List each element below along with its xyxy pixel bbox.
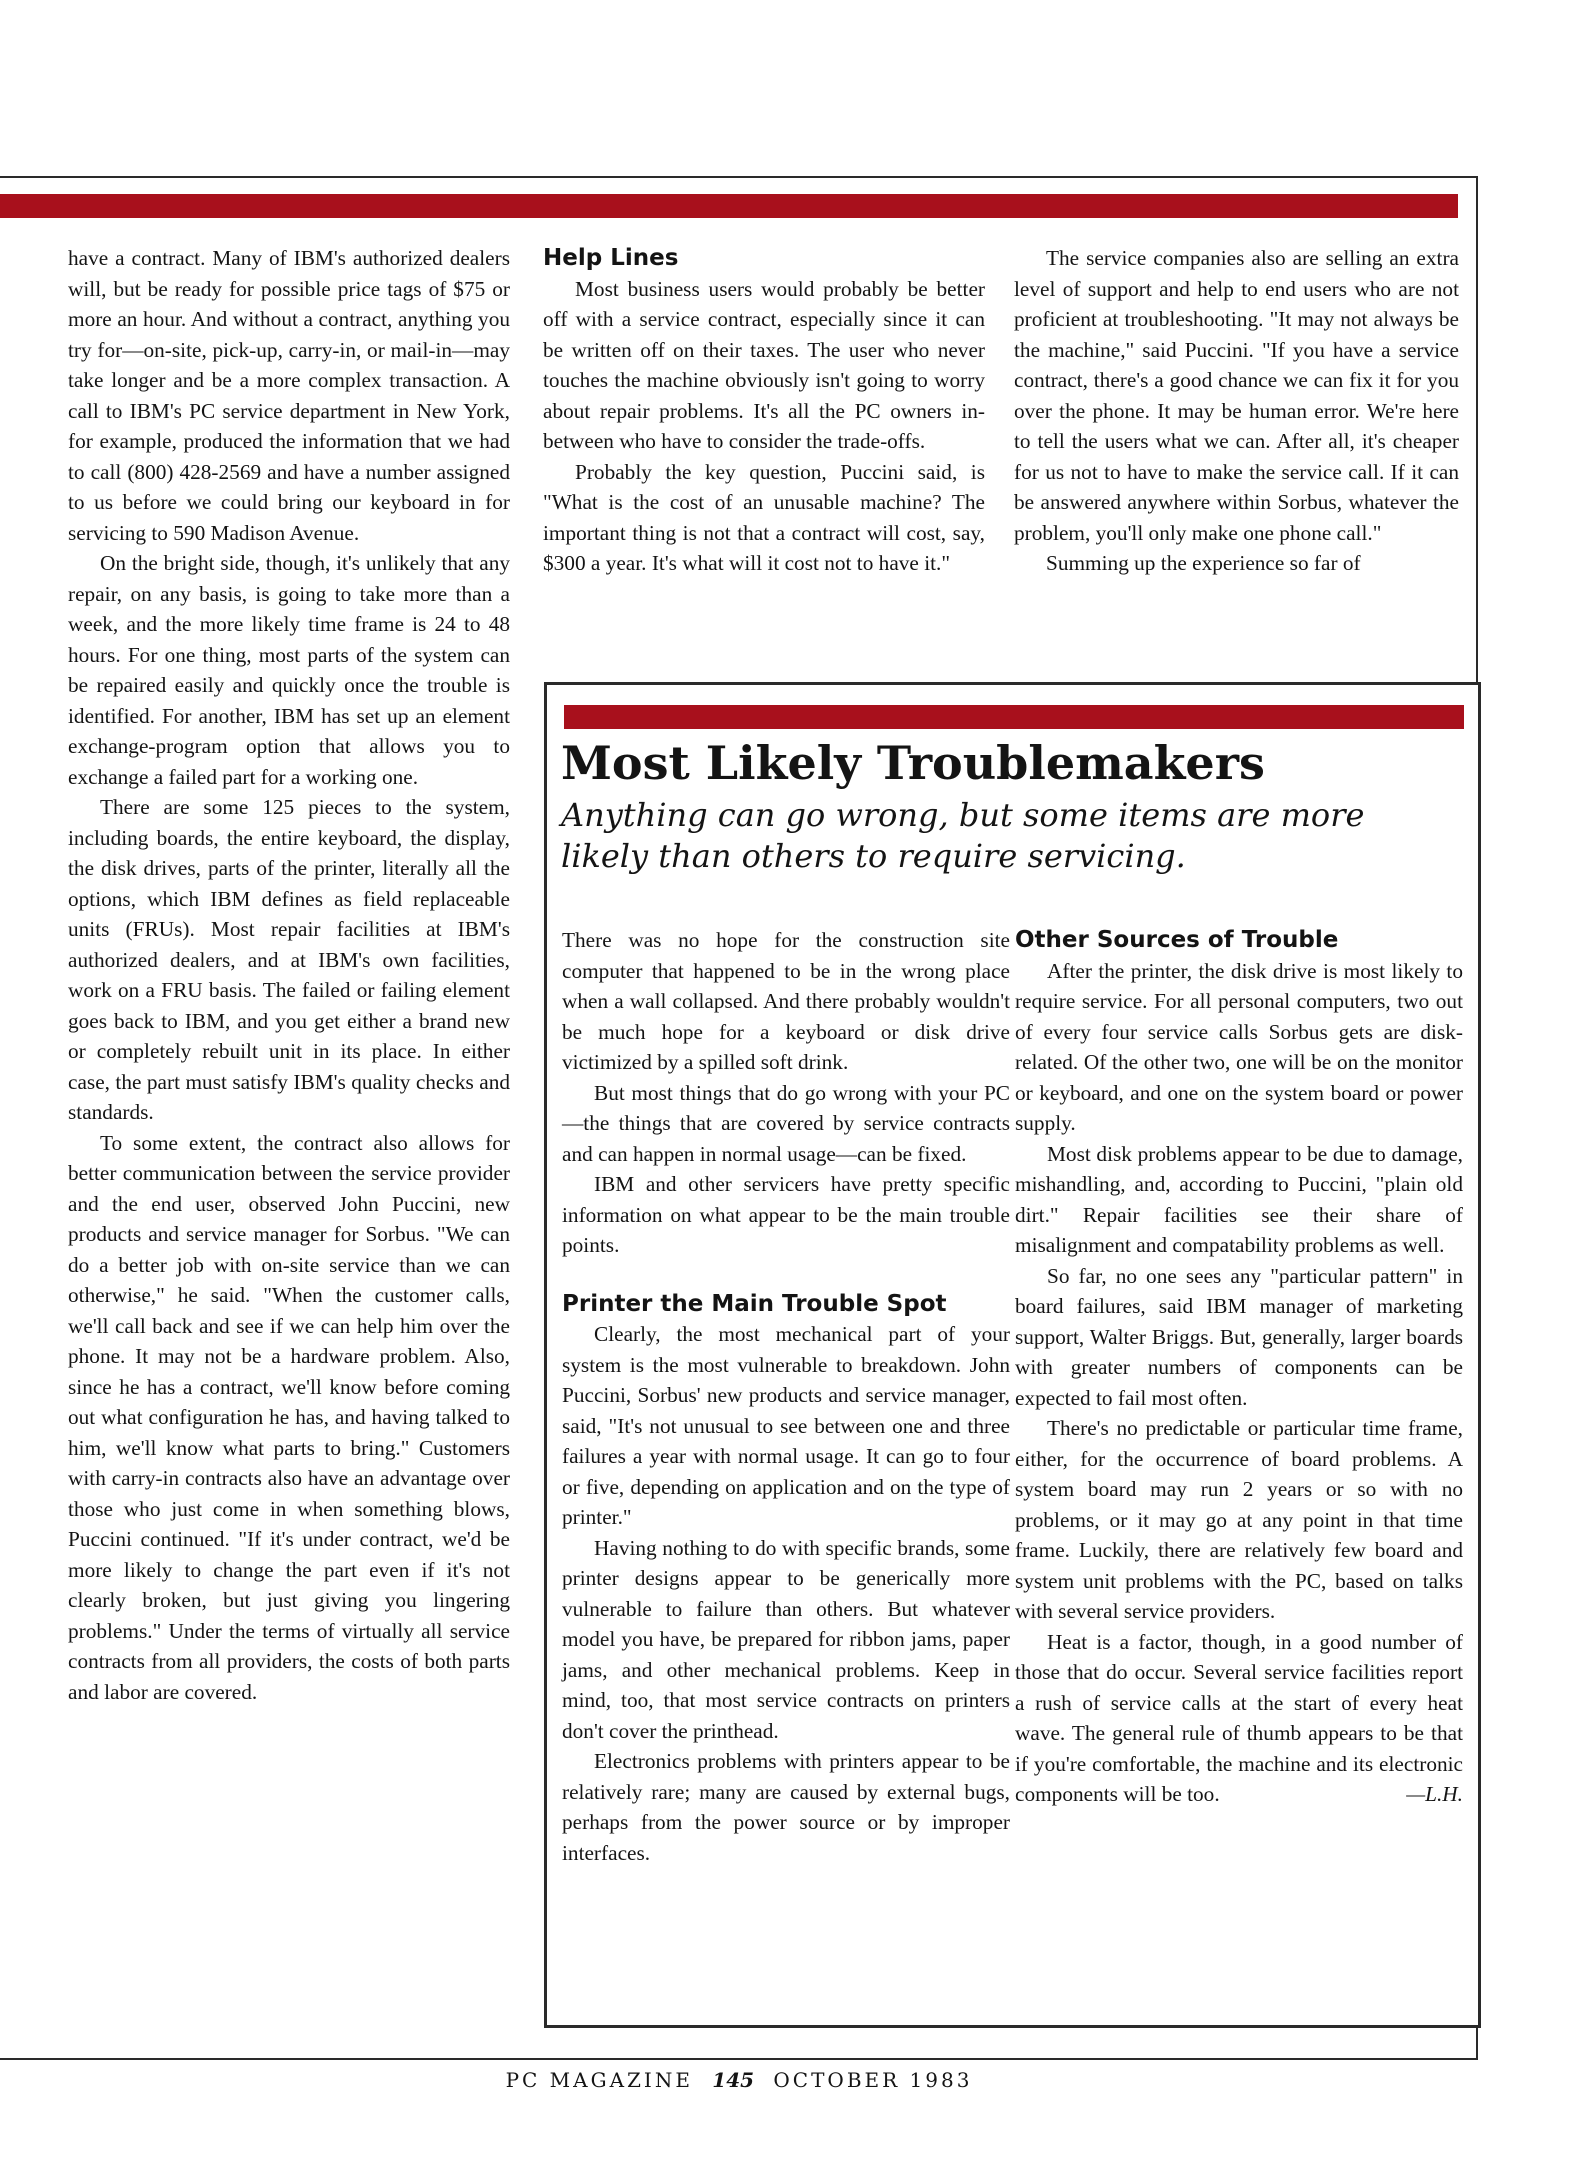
article-column-3 bbox=[1014, 243, 1459, 579]
paragraph: Most disk problems appear to be due to damage, mishandling, and, according to Puccini, "plain old dirt." Repair facilities see their share of misalignment and compatability problems as well. bbox=[1015, 1141, 1463, 1257]
magazine-name: PC MAGAZINE bbox=[505, 2068, 693, 2092]
header-red-bar bbox=[0, 194, 1458, 218]
section-heading-other-sources: Other Sources of Trouble bbox=[1015, 927, 1339, 953]
paragraph: Most business users would probably be better off with a service contract, especially since it can be written off on their taxes. The user who never touches the machine obviously isn't going to worry about repair problems. It's all the PC owners in-between who have to consider the trade-offs. bbox=[543, 276, 985, 453]
paragraph: Clearly, the most mechanical part of your system is the most vulnerable to breakdown. John Puccini, Sorbus' new products and service manager, said, "It's not unusual to see between one and three failures a year with normal usage. It can go to four or five, depending on application and on the type of printer." bbox=[562, 1322, 1010, 1529]
paragraph: There was no hope for the construction site computer that happened to be in the wrong place when a wall collapsed. And there probably wouldn't be much hope for a keyboard or disk drive victimized by a spilled soft drink. bbox=[562, 928, 1010, 1074]
article-column-2 bbox=[543, 243, 985, 579]
article-column-1 bbox=[68, 243, 510, 1707]
paragraph: To some extent, the contract also allows for better communication between the service provider and the end user, observed John Puccini, new products and service manager for Sorbus. "We can do a better job with on-site service than we can otherwise," he said. "When the customer calls, we'll call back and see if we can help him over the phone. It may not be a hardware problem. Also, since he has a contract, we'll know before coming out what configuration he has, and having talked to him, we'll know what parts to bring." Customers with carry-in contracts also have an advantage over those who just come in when something blows, Puccini continued. "If it's under contract, we'd be more likely to change the part even if it's not clearly broken, but just giving you lingering problems." Under the terms of virtually all service contracts from all providers, the costs of both parts and labor are covered. bbox=[68, 1130, 510, 1704]
paragraph: So far, no one sees any "particular pattern" in board failures, said IBM manager of marketing support, Walter Briggs. But, generally, larger boards with greater numbers of components can be expected to fail most often. bbox=[1015, 1263, 1463, 1410]
paragraph-text: Heat is a factor, though, in a good number of those that do occur. Several service facilities report a rush of service calls at the start of every heat wave. The general rule of thumb appears to be that if you're comfortable, the machine and its electronic components will be too. bbox=[1015, 1629, 1463, 1806]
issue-date: OCTOBER 1983 bbox=[773, 2068, 973, 2092]
paragraph: After the printer, the disk drive is most likely to require service. For all personal computers, two out of every four service calls Sorbus gets are disk-related. Of the other two, one will be on the monitor or keyboard, and one on the system board or power supply. bbox=[1015, 958, 1463, 1135]
author-signature: —L.H. bbox=[1406, 1782, 1463, 1806]
bottom-rule bbox=[0, 2058, 1478, 2060]
paragraph: Having nothing to do with specific brands, some printer designs appear to be generically more vulnerable to failure than others. But whatever model you have, be prepared for ribbon jams, paper jams, and other mechanical problems. Keep in mind, too, that most service contracts on printers don't cover the printhead. bbox=[562, 1535, 1010, 1743]
paragraph: Summing up the experience so far of bbox=[1046, 551, 1361, 575]
top-rule bbox=[0, 176, 1478, 178]
sidebar-box bbox=[544, 682, 1481, 2028]
paragraph: IBM and other servicers have pretty specific information on what appear to be the main trouble points. bbox=[562, 1172, 1010, 1257]
paragraph: Electronics problems with printers appear to be relatively rare; many are caused by external bugs, perhaps from the power source or by improper interfaces. bbox=[562, 1749, 1010, 1865]
page-number: 145 bbox=[712, 2068, 755, 2092]
paragraph: There are some 125 pieces to the system, including boards, the entire keyboard, the display, the disk drives, parts of the printer, literally all the options, which IBM defines as field replaceable units (FRUs). Most repair facilities at IBM's authorized dealers, and at IBM's own facilities, work on a FRU basis. The failed or failing element goes back to IBM, and you get either a brand new or completely rebuilt unit in its place. In either case, the part must satisfy IBM's quality checks and standards. bbox=[68, 795, 510, 1124]
sidebar-title: Most Likely Troublemakers bbox=[561, 736, 1265, 790]
section-heading-printer: Printer the Main Trouble Spot bbox=[562, 1290, 947, 1317]
sidebar-red-bar bbox=[564, 705, 1464, 729]
paragraph: There's no predictable or particular time frame, either, for the occurrence of board problems. A system board may run 2 years or so with no problems, or it may go at any point in that time frame. Luckily, there are relatively few board and system unit problems with the PC, based on talks with several service providers. bbox=[1015, 1416, 1463, 1623]
paragraph: have a contract. Many of IBM's authorized dealers will, but be ready for possible price tags of $75 or more an hour. And without a contract, anything you try for—on-site, pick-up, carry-in, or mail-in—may take longer and be a more complex transaction. A call to IBM's PC service department in New York, for example, produced the information that we had to call (800) 428-2569 and have a number assigned to us before we could bring our keyboard in for servicing to 590 Madison Avenue. bbox=[68, 246, 510, 545]
paragraph: Probably the key question, Puccini said, is "What is the cost of an unusable machine? The important thing is not that a contract will cost, say, $300 a year. It's what will it cost not to have it." bbox=[543, 459, 985, 575]
paragraph bbox=[1015, 1627, 1463, 1810]
section-heading-help-lines: Help Lines bbox=[543, 245, 679, 271]
sidebar-column-2 bbox=[1015, 925, 1463, 1810]
paragraph: But most things that do go wrong with your PC—the things that are covered by service contracts and can happen in normal usage—can be fixed. bbox=[562, 1080, 1010, 1166]
paragraph: The service companies also are selling an extra level of support and help to end users who are not proficient at troubleshooting. "It may not always be the machine," said Puccini. "If you have a service contract, there's a good chance we can fix it for you over the phone. It may be human error. We're here to tell the users what we can. After all, it's cheaper for us not to have to make the service call. If it can be answered anywhere within Sorbus, whatever the problem, you'll only make one phone call." bbox=[1014, 246, 1459, 545]
page-footer bbox=[0, 2068, 1478, 2092]
paragraph: On the bright side, though, it's unlikely that any repair, on any basis, is going to take more than a week, and the more likely time frame is 24 to 48 hours. For one thing, most parts of the system can be repaired easily and quickly once the trouble is identified. For another, IBM has set up an element exchange-program option that allows you to exchange a failed part for a working one. bbox=[68, 551, 510, 789]
sidebar-column-1 bbox=[562, 925, 1010, 1868]
sidebar-deck: Anything can go wrong, but some items are more likely than others to require servicing. bbox=[561, 796, 1365, 875]
